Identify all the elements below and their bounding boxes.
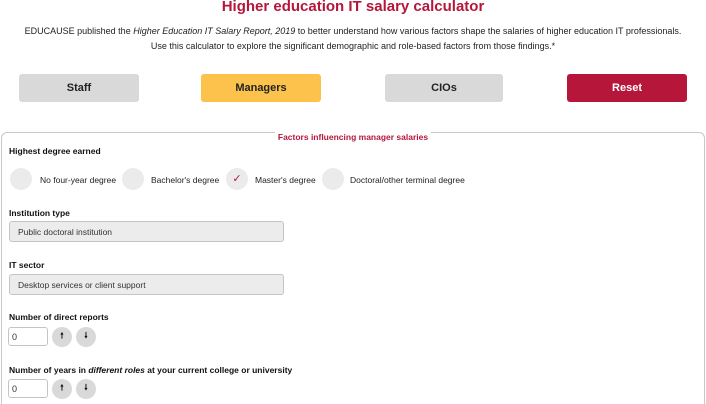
intro-text [0,24,706,54]
it-sector-label: IT sector [9,260,45,270]
direct-reports-label: Number of direct reports [9,312,109,322]
managers-button[interactable]: Managers [201,74,321,102]
radio-label-masters-degree: Master's degree [255,175,316,185]
panel-legend: Factors influencing manager salaries [275,132,431,142]
direct-reports-decrement-button[interactable] [76,327,96,347]
radio-no-four-year-degree[interactable] [10,168,32,190]
report-title: Higher Education IT Salary Report, 2019 [133,26,296,36]
arrow-up-icon: 🠕 [60,331,64,340]
degree-label: Highest degree earned [9,146,101,156]
institution-type-select[interactable]: Public doctoral institution [9,221,284,242]
arrow-up-icon: 🠕 [60,383,64,392]
years-roles-input[interactable]: 0 [8,379,48,398]
direct-reports-increment-button[interactable] [52,327,72,347]
radio-label-bachelors-degree: Bachelor's degree [151,175,220,185]
arrow-down-icon: 🠗 [84,331,88,340]
radio-label-no-four-year-degree: No four-year degree [40,175,117,185]
institution-type-label: Institution type [9,208,70,218]
radio-label-doctoral-degree: Doctoral/other terminal degree [350,175,465,185]
intro-line-2: Use this calculator to explore the significant demographic and role-based factors from those findings.* [150,41,556,51]
direct-reports-input[interactable]: 0 [8,327,48,346]
checkmark-icon: ✓ [232,172,242,185]
arrow-down-icon: 🠗 [84,383,88,392]
page-title: Higher education IT salary calculator [221,0,485,15]
it-sector-select[interactable]: Desktop services or client support [9,274,284,295]
intro-line-1: EDUCAUSE published the Higher Education IT Salary Report, 2019 to better understand how various factors shape the salaries of higher education IT professionals. [24,26,682,36]
years-roles-increment-button[interactable] [52,379,72,399]
radio-doctoral-degree[interactable] [322,168,344,190]
cios-button[interactable]: CIOs [385,74,503,102]
staff-button[interactable]: Staff [19,74,139,102]
years-roles-decrement-button[interactable] [76,379,96,399]
years-roles-label: Number of years in different roles at your current college or university [9,365,293,375]
radio-bachelors-degree[interactable] [122,168,144,190]
reset-button[interactable]: Reset [567,74,687,102]
radio-masters-degree[interactable] [226,168,248,190]
factors-panel [1,132,705,404]
